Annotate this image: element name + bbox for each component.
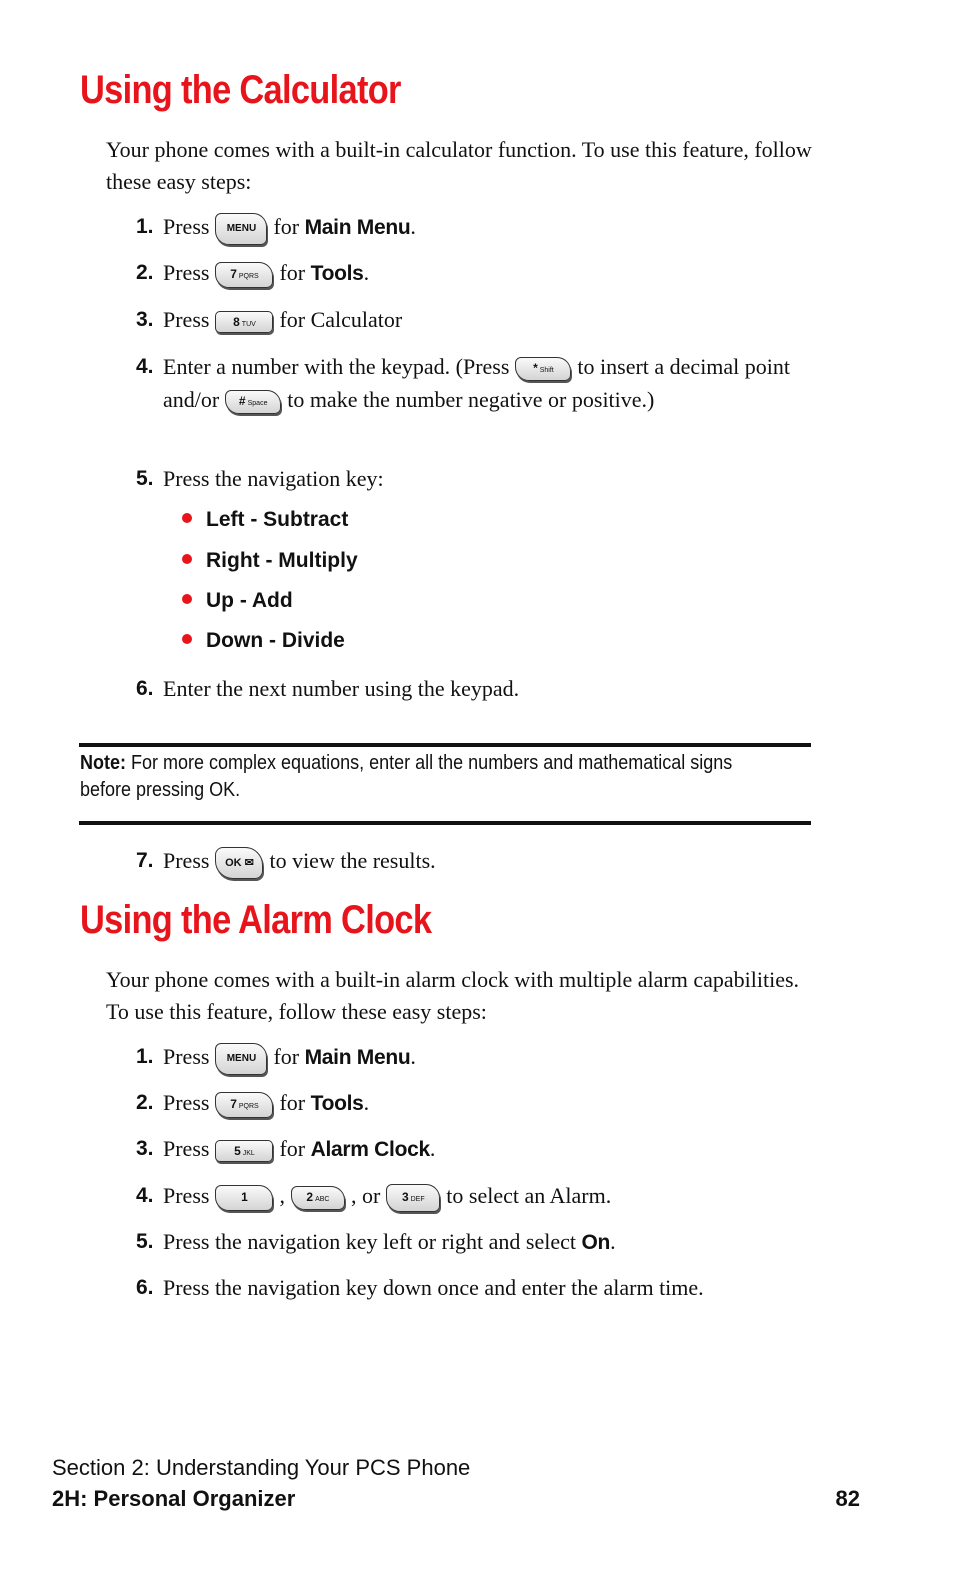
- bullet-dot-icon: [182, 554, 192, 564]
- menu-key-icon: MENU: [215, 213, 267, 245]
- step-number: 1.: [136, 1045, 154, 1068]
- step-text: for Calculator: [279, 307, 403, 332]
- step-text: Press: [163, 214, 210, 239]
- option-name: On: [581, 1231, 611, 1254]
- alarm-intro: Your phone comes with a built-in alarm clock with multiple alarm capabilities. To use this feature, follow these easy steps:: [106, 967, 800, 1024]
- step-text: for: [273, 1044, 300, 1069]
- footer-chapter: 2H: Personal Organizer: [52, 1486, 296, 1511]
- step-number: 2.: [136, 261, 154, 284]
- step-text: to insert a decimal point and/or: [163, 354, 791, 412]
- step-text: Press: [163, 1136, 210, 1161]
- bullet-dot-icon: [182, 634, 192, 644]
- key-7-icon: 7 PQRS: [215, 1092, 273, 1118]
- step-text: to view the results.: [269, 848, 436, 873]
- step-text: Press: [163, 1044, 210, 1069]
- menu-name: Tools: [310, 1092, 364, 1115]
- key-8-icon: 8 TUV: [215, 311, 273, 333]
- step-text: Press the navigation key:: [163, 466, 384, 491]
- step-number: 5.: [136, 1230, 154, 1253]
- step-text: Enter the next number using the keypad.: [163, 676, 520, 701]
- note-label: Note:: [80, 752, 126, 774]
- step-number: 3.: [136, 1137, 154, 1160]
- ok-key-icon: OK ✉: [215, 847, 263, 879]
- step-text: Press: [163, 307, 210, 332]
- note-text: For more complex equations, enter all the numbers and mathematical signs before pressing OK.: [80, 752, 733, 801]
- alarm-step-6: [136, 1271, 836, 1341]
- step-number: 4.: [136, 1184, 154, 1207]
- key-3-icon: 3 DEF: [386, 1184, 440, 1212]
- alarm-heading: Using the Alarm Clock: [80, 898, 432, 942]
- step-text: Press the navigation key left or right and select: [163, 1229, 576, 1254]
- step-text: to select an Alarm.: [446, 1183, 612, 1208]
- key-5-icon: 5 JKL: [215, 1140, 273, 1162]
- bullet-right-multiply: Right - Multiply: [182, 546, 358, 576]
- bullet-up-add: Up - Add: [182, 586, 293, 616]
- menu-name: Main Menu: [304, 1046, 411, 1069]
- step-number: 3.: [136, 308, 154, 331]
- footer-section: Section 2: Understanding Your PCS Phone: [52, 1455, 471, 1480]
- key-2-icon: 2 ABC: [291, 1186, 345, 1210]
- step-number: 4.: [136, 355, 154, 378]
- calculator-intro: Your phone comes with a built-in calculator function. To use this feature, follow these easy steps:: [106, 137, 812, 194]
- bullet-down-divide: Down - Divide: [182, 626, 345, 656]
- step-number: 1.: [136, 215, 154, 238]
- step-text: Press: [163, 1090, 210, 1115]
- bullet-dot-icon: [182, 594, 192, 604]
- step-text: Enter a number with the keypad. (Press: [163, 354, 510, 379]
- step-text: for: [279, 1090, 306, 1115]
- step-text: Press: [163, 848, 210, 873]
- bullet-dot-icon: [182, 513, 192, 523]
- step-number: 6.: [136, 677, 154, 700]
- note-bottom-rule: [79, 821, 811, 825]
- note-top-rule: [79, 743, 811, 747]
- step-number: 5.: [136, 467, 154, 490]
- note: [80, 750, 737, 804]
- step-text: for: [273, 214, 300, 239]
- calc-step-4: [136, 350, 836, 450]
- calculator-heading: Using the Calculator: [80, 68, 401, 112]
- step-text: for: [279, 260, 306, 285]
- step-text: Press the navigation key down once and enter the alarm time.: [163, 1275, 704, 1300]
- step-number: 2.: [136, 1091, 154, 1114]
- menu-name: Main Menu: [304, 216, 411, 239]
- menu-name: Tools: [310, 262, 364, 285]
- step-number: 7.: [136, 849, 154, 872]
- bullet-left-subtract: Left - Subtract: [182, 505, 348, 535]
- page-number: 82: [835, 1486, 860, 1511]
- pound-key-icon: # Space: [225, 390, 281, 414]
- step-text: Press: [163, 260, 210, 285]
- key-7-icon: 7 PQRS: [215, 262, 273, 288]
- star-key-icon: * Shift: [515, 357, 571, 381]
- step-text: Press: [163, 1183, 210, 1208]
- menu-key-icon: MENU: [215, 1043, 267, 1075]
- step-text: to make the number negative or positive.): [287, 387, 655, 412]
- menu-name: Alarm Clock: [310, 1138, 430, 1161]
- step-text: for: [279, 1136, 306, 1161]
- step-number: 6.: [136, 1276, 154, 1299]
- manual-page: Using the Calculator Your phone comes with a built-in calculator function. To use this feature, follow these easy steps: 1. Press MENU for Main Menu. 2. Press 7 PQRS for Tools. 3. Press 8 TUV for Calculator 4. Enter a number with the keypad. (Press * Shift to insert a decimal point and/or # Space to make the number negative or positive.) 5. Press the navigation key: Left - Subtract Right - Multiply Up - Add Down - Divide 6. Enter the next number using the keypad. Note: For more complex equations, enter all the numbers and mathematical signs before pressing OK. 7. Press OK ✉ to view the results. Using the Alarm Clock Your phone comes with a built-in alarm clock with multiple alarm capabilities. To use this feature, follow these easy steps: 1. Press MENU for Main Menu. 2. Press 7 PQRS for Tools. 3. Press 5 JKL for Alarm Clock. 4. Press 1 , 2 ABC , or 3 DEF to select an Alarm. 5. Press the navigation key left or right and select On. 6. Press the navigation key down once and enter the alarm time. Section 2: Understanding Your PCS Phone 2H: Personal Organizer 82: [52, 68, 860, 1511]
- key-1-icon: 1: [215, 1185, 273, 1211]
